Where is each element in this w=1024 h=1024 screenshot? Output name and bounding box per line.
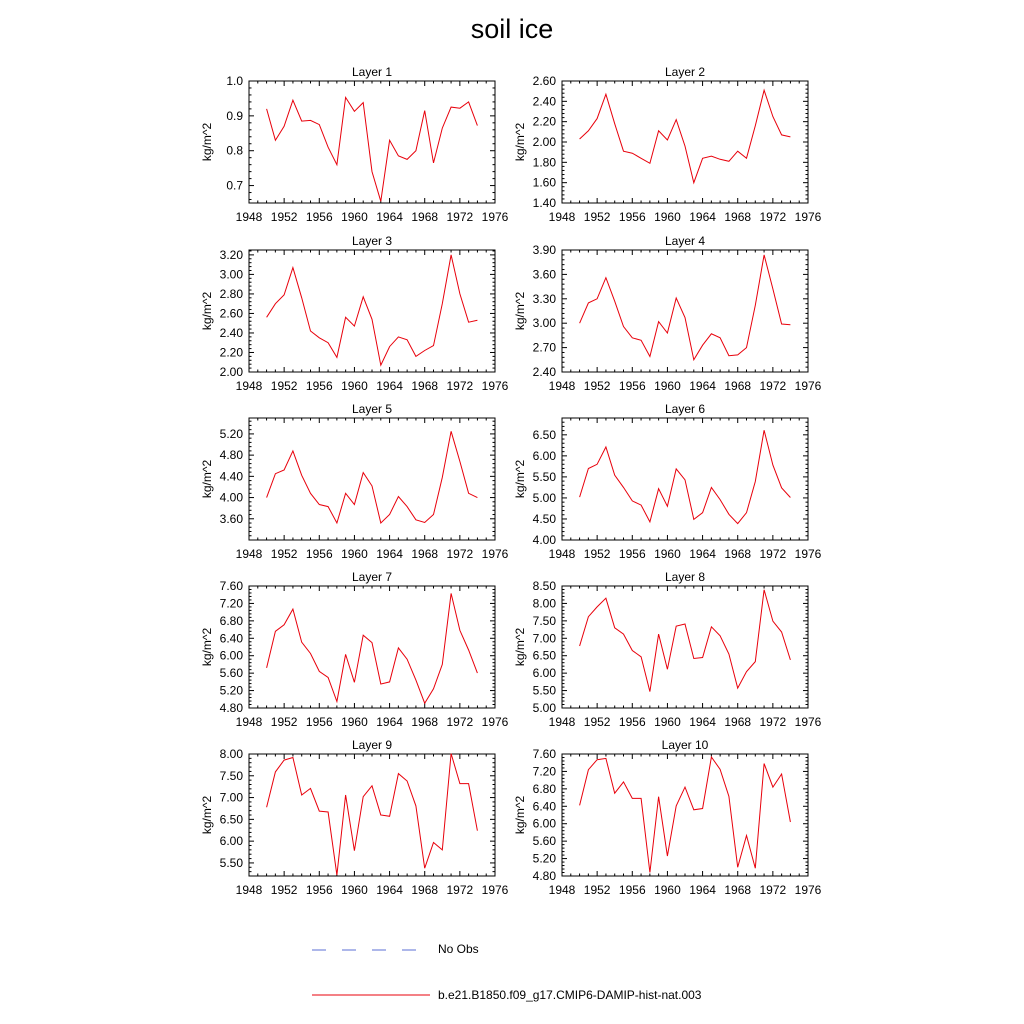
x-tick-label: 1948	[548, 379, 576, 393]
x-tick-label: 1964	[689, 379, 716, 393]
y-tick-label: 2.40	[219, 325, 243, 340]
y-tick-label: 4.80	[219, 448, 243, 463]
plot-frame	[562, 754, 808, 876]
x-tick-label: 1948	[235, 210, 263, 224]
chart-panel	[513, 234, 822, 393]
panel-title: Layer 1	[351, 65, 393, 79]
y-tick-label: 3.90	[532, 243, 556, 257]
chart-panel	[200, 402, 509, 561]
x-tick-label: 1964	[689, 883, 716, 897]
x-tick-label: 1948	[235, 547, 263, 561]
x-tick-label: 1952	[583, 547, 611, 561]
x-tick-label: 1972	[759, 547, 787, 561]
x-tick-label: 1964	[376, 715, 403, 729]
x-tick-label: 1972	[759, 715, 787, 729]
y-axis-label: kg/m^2	[200, 795, 214, 835]
y-tick-label: 1.80	[532, 155, 556, 170]
y-tick-label: 7.20	[532, 764, 556, 779]
x-tick-label: 1956	[305, 379, 333, 393]
x-tick-label: 1976	[794, 547, 822, 561]
y-tick-label: 5.00	[532, 490, 556, 505]
x-tick-label: 1964	[689, 547, 716, 561]
x-tick-label: 1956	[305, 547, 333, 561]
panel-title: Layer 9	[351, 738, 393, 752]
x-tick-label: 1948	[235, 883, 263, 897]
series-line	[267, 593, 478, 703]
x-tick-label: 1976	[794, 379, 822, 393]
x-tick-label: 1956	[305, 715, 333, 729]
y-tick-label: 1.60	[532, 175, 556, 190]
x-tick-label: 1976	[481, 379, 509, 393]
x-tick-label: 1960	[654, 379, 681, 393]
y-tick-label: 3.60	[219, 511, 243, 526]
y-tick-label: 2.00	[219, 365, 243, 379]
y-tick-label: 4.50	[532, 511, 556, 526]
x-tick-label: 1976	[481, 715, 509, 729]
x-tick-label: 1956	[618, 547, 646, 561]
y-tick-label: 5.00	[532, 701, 556, 715]
y-tick-label: 2.20	[532, 114, 556, 129]
y-tick-label: 7.60	[532, 747, 556, 761]
y-tick-label: 6.00	[532, 816, 556, 831]
plot-frame	[562, 81, 808, 203]
y-tick-label: 4.00	[532, 533, 556, 547]
y-tick-label: 3.00	[532, 316, 556, 331]
x-tick-label: 1960	[341, 379, 368, 393]
y-axis-label: kg/m^2	[200, 122, 214, 162]
y-tick-label: 0.7	[226, 178, 243, 193]
y-axis-label: kg/m^2	[513, 459, 527, 499]
x-tick-label: 1964	[376, 883, 403, 897]
y-tick-label: 6.50	[532, 648, 556, 663]
x-tick-label: 1952	[583, 210, 611, 224]
y-tick-label: 5.20	[219, 426, 243, 441]
x-tick-label: 1948	[548, 715, 576, 729]
x-tick-label: 1952	[583, 379, 611, 393]
y-axis-label: kg/m^2	[513, 122, 527, 162]
y-tick-label: 2.60	[219, 306, 243, 321]
plot-frame	[562, 250, 808, 372]
y-tick-label: 6.80	[219, 613, 243, 628]
x-tick-label: 1968	[411, 210, 439, 224]
x-tick-label: 1948	[235, 715, 263, 729]
x-tick-label: 1960	[341, 715, 368, 729]
x-tick-label: 1968	[724, 883, 752, 897]
y-axis-label: kg/m^2	[200, 459, 214, 499]
series-line	[267, 754, 478, 876]
x-tick-label: 1968	[411, 379, 439, 393]
y-tick-label: 1.0	[226, 74, 243, 88]
x-tick-label: 1976	[794, 210, 822, 224]
x-tick-label: 1972	[446, 379, 474, 393]
y-tick-label: 2.60	[532, 74, 556, 88]
y-tick-label: 5.20	[532, 851, 556, 866]
y-tick-label: 7.50	[219, 768, 243, 783]
legend-model-label: b.e21.B1850.f09_g17.CMIP6-DAMIP-hist-nat.003	[438, 988, 702, 1002]
series-line	[267, 431, 478, 523]
y-tick-label: 0.9	[226, 108, 243, 123]
plot-frame	[562, 418, 808, 540]
x-tick-label: 1976	[481, 883, 509, 897]
x-tick-label: 1964	[376, 379, 403, 393]
panel-title: Layer 3	[351, 234, 393, 248]
y-tick-label: 2.20	[219, 345, 243, 360]
x-tick-label: 1968	[411, 883, 439, 897]
x-tick-label: 1952	[270, 883, 298, 897]
figure-title: soil ice	[470, 14, 554, 44]
x-tick-label: 1948	[548, 547, 576, 561]
y-tick-label: 3.00	[219, 267, 243, 282]
x-tick-label: 1964	[376, 547, 403, 561]
panel-title: Layer 4	[664, 234, 706, 248]
x-tick-label: 1960	[341, 883, 368, 897]
y-tick-label: 4.40	[219, 469, 243, 484]
x-tick-label: 1964	[689, 210, 716, 224]
x-tick-label: 1968	[724, 715, 752, 729]
series-line	[580, 255, 791, 360]
y-tick-label: 3.60	[532, 267, 556, 282]
x-tick-label: 1976	[481, 210, 509, 224]
x-tick-label: 1976	[481, 547, 509, 561]
y-tick-label: 2.80	[219, 286, 243, 301]
plot-frame	[249, 81, 495, 203]
x-tick-label: 1952	[270, 715, 298, 729]
y-tick-label: 4.80	[219, 701, 243, 715]
y-tick-label: 2.40	[532, 94, 556, 109]
y-axis-label: kg/m^2	[513, 291, 527, 331]
y-tick-label: 7.50	[532, 613, 556, 628]
x-tick-label: 1956	[618, 883, 646, 897]
y-tick-label: 5.50	[532, 469, 556, 484]
x-tick-label: 1960	[341, 547, 368, 561]
chart-panel	[513, 570, 822, 729]
x-tick-label: 1960	[654, 210, 681, 224]
y-tick-label: 3.30	[532, 291, 556, 306]
plot-frame	[249, 418, 495, 540]
x-tick-label: 1952	[270, 379, 298, 393]
x-tick-label: 1976	[794, 883, 822, 897]
y-tick-label: 6.00	[219, 834, 243, 849]
x-tick-label: 1968	[411, 547, 439, 561]
panel-title: Layer 6	[664, 402, 706, 416]
y-tick-label: 6.40	[532, 799, 556, 814]
chart-panel	[513, 738, 822, 897]
x-tick-label: 1952	[583, 715, 611, 729]
x-tick-label: 1972	[446, 715, 474, 729]
y-tick-label: 5.50	[219, 855, 243, 870]
y-tick-label: 1.40	[532, 196, 556, 210]
plot-frame	[249, 250, 495, 372]
y-tick-label: 5.60	[219, 666, 243, 681]
x-tick-label: 1960	[341, 210, 368, 224]
x-tick-label: 1968	[724, 379, 752, 393]
x-tick-label: 1968	[411, 715, 439, 729]
x-tick-label: 1956	[305, 883, 333, 897]
y-tick-label: 7.20	[219, 596, 243, 611]
x-tick-label: 1960	[654, 883, 681, 897]
x-tick-label: 1972	[759, 210, 787, 224]
y-tick-label: 6.80	[532, 781, 556, 796]
x-tick-label: 1952	[270, 210, 298, 224]
y-tick-label: 2.00	[532, 135, 556, 149]
y-tick-label: 7.00	[532, 631, 556, 646]
panel-title: Layer 7	[351, 570, 393, 584]
y-axis-label: kg/m^2	[513, 795, 527, 835]
panel-title: Layer 5	[351, 402, 393, 416]
x-tick-label: 1968	[724, 547, 752, 561]
x-tick-label: 1960	[654, 547, 681, 561]
plot-frame	[562, 586, 808, 708]
series-line	[580, 430, 791, 523]
y-axis-label: kg/m^2	[200, 627, 214, 667]
plot-frame	[249, 754, 495, 876]
legend-no-obs-label: No Obs	[438, 942, 479, 956]
series-line	[580, 590, 791, 692]
x-tick-label: 1948	[235, 379, 263, 393]
x-tick-label: 1956	[618, 379, 646, 393]
panel-title: Layer 10	[661, 738, 709, 752]
chart-panel	[200, 570, 509, 729]
y-tick-label: 6.00	[532, 448, 556, 463]
chart-panel	[513, 402, 822, 561]
x-tick-label: 1956	[305, 210, 333, 224]
x-tick-label: 1964	[376, 210, 403, 224]
x-tick-label: 1956	[618, 210, 646, 224]
y-tick-label: 8.00	[532, 596, 556, 611]
x-tick-label: 1972	[759, 379, 787, 393]
chart-panel	[200, 738, 509, 897]
y-tick-label: 6.00	[532, 666, 556, 681]
x-tick-label: 1952	[270, 547, 298, 561]
y-axis-label: kg/m^2	[200, 291, 214, 331]
panel-title: Layer 8	[664, 570, 706, 584]
x-tick-label: 1972	[759, 883, 787, 897]
x-tick-label: 1972	[446, 547, 474, 561]
y-tick-label: 7.60	[219, 579, 243, 593]
x-tick-label: 1972	[446, 210, 474, 224]
panel-title: Layer 2	[664, 65, 706, 79]
y-tick-label: 2.40	[532, 365, 556, 379]
y-tick-label: 4.80	[532, 869, 556, 883]
series-line	[267, 255, 478, 365]
y-tick-label: 5.50	[532, 683, 556, 698]
chart-panel	[200, 234, 509, 393]
chart-panel	[200, 65, 509, 224]
y-tick-label: 0.8	[226, 143, 243, 158]
y-tick-label: 8.50	[532, 579, 556, 593]
x-tick-label: 1976	[794, 715, 822, 729]
x-tick-label: 1972	[446, 883, 474, 897]
y-tick-label: 6.00	[219, 648, 243, 663]
chart-panel	[513, 65, 822, 224]
y-tick-label: 6.40	[219, 631, 243, 646]
series-line	[267, 97, 478, 201]
y-tick-label: 6.50	[532, 427, 556, 442]
x-tick-label: 1960	[654, 715, 681, 729]
x-tick-label: 1948	[548, 210, 576, 224]
y-tick-label: 4.00	[219, 490, 243, 505]
series-line	[580, 757, 791, 873]
x-tick-label: 1952	[583, 883, 611, 897]
x-tick-label: 1956	[618, 715, 646, 729]
x-tick-label: 1968	[724, 210, 752, 224]
y-tick-label: 2.70	[532, 340, 556, 355]
y-tick-label: 5.60	[532, 834, 556, 849]
y-tick-label: 7.00	[219, 790, 243, 805]
plot-frame	[249, 586, 495, 708]
y-tick-label: 3.20	[219, 247, 243, 262]
y-tick-label: 5.20	[219, 683, 243, 698]
y-axis-label: kg/m^2	[513, 627, 527, 667]
x-tick-label: 1948	[548, 883, 576, 897]
y-tick-label: 6.50	[219, 812, 243, 827]
x-tick-label: 1964	[689, 715, 716, 729]
y-tick-label: 8.00	[219, 747, 243, 761]
series-line	[580, 90, 791, 183]
